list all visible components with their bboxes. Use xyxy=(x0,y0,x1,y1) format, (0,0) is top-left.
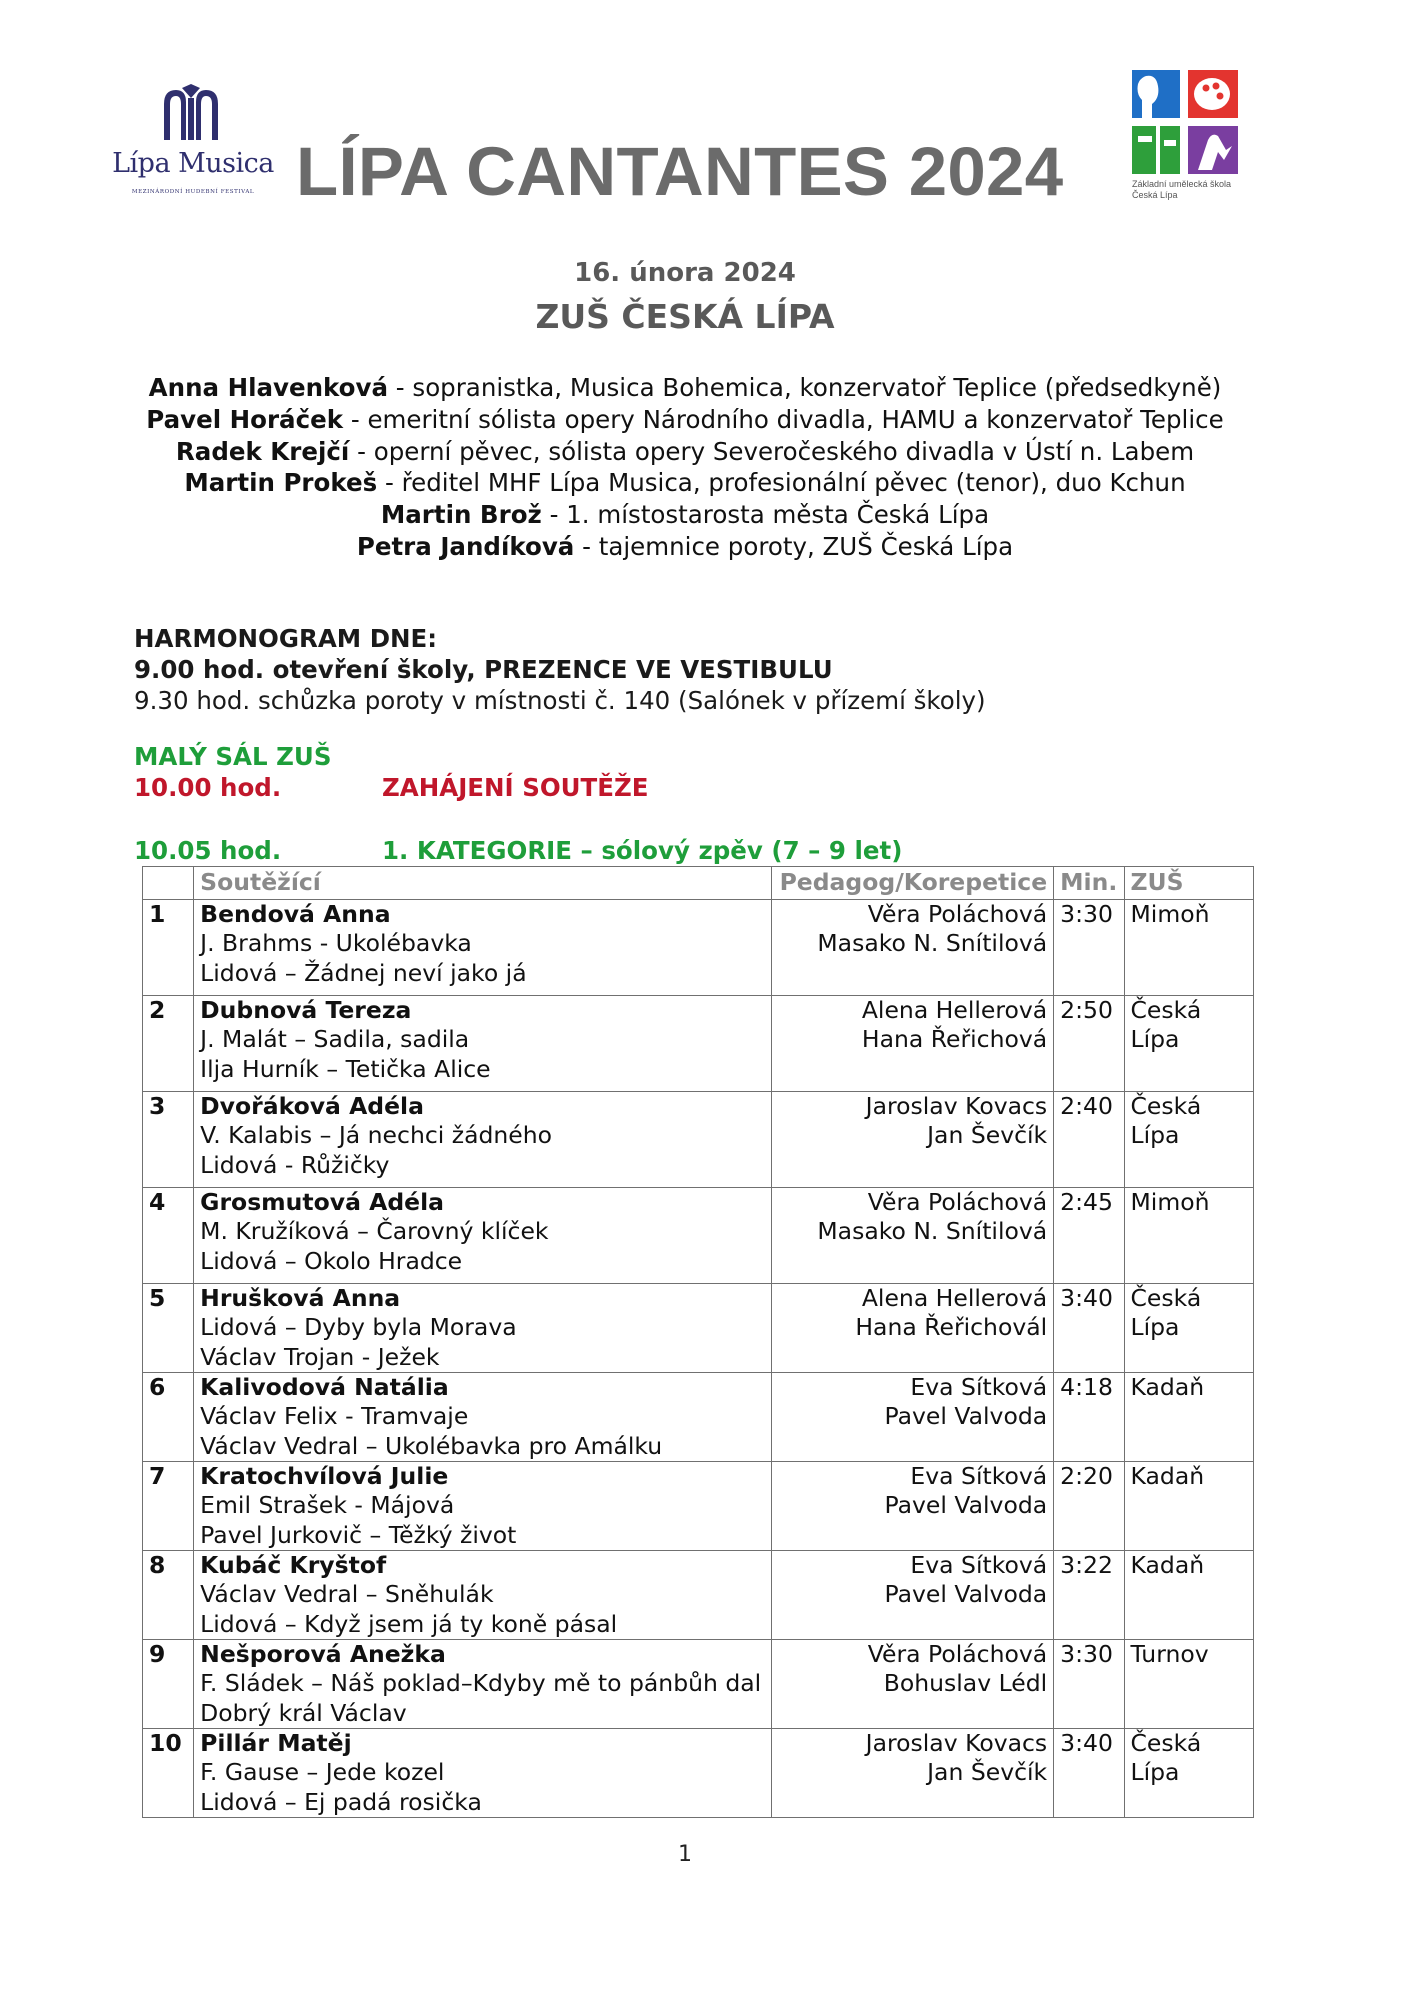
row-number: 2 xyxy=(143,996,194,1092)
table-row xyxy=(143,900,1254,996)
school-cell xyxy=(1124,1092,1253,1188)
teacher-name: Masako N. Snítilová xyxy=(817,929,1048,958)
competitor-name: Dubnová Tereza xyxy=(200,996,412,1024)
lipa-musica-logo xyxy=(108,84,278,200)
repertoire-piece: Václav Vedral – Ukolébavka pro Amálku xyxy=(200,1431,663,1460)
jury-role: - emeritní sólista opery Národního divadla, HAMU a konzervatoř Teplice xyxy=(343,404,1224,434)
duration-cell: 3:30 xyxy=(1054,1640,1124,1729)
teacher-name: Alena Hellerová xyxy=(861,1284,1048,1312)
repertoire-piece: Lidová – Ej padá rosička xyxy=(200,1787,482,1816)
jury-list xyxy=(0,372,1370,563)
duration-cell: 2:20 xyxy=(1054,1462,1124,1551)
schedule-line-jury-meeting: 9.30 hod. schůzka poroty v místnosti č. 140 (Salónek v přízemí školy) xyxy=(134,686,986,715)
school-cell xyxy=(1124,1551,1253,1640)
row-number: 4 xyxy=(143,1188,194,1284)
zus-logo-caption xyxy=(1132,179,1252,201)
jury-name: Anna Hlavenková xyxy=(148,373,389,402)
duration-cell: 4:18 xyxy=(1054,1373,1124,1462)
competitor-name: Pillár Matěj xyxy=(200,1729,352,1757)
row-number: 5 xyxy=(143,1284,194,1373)
repertoire-piece: Lidová – Žádnej neví jako já xyxy=(200,958,527,987)
school-name: Česká xyxy=(1130,1092,1202,1120)
schedule-heading: HARMONOGRAM DNE: xyxy=(134,624,438,653)
teacher-name: Pavel Valvoda xyxy=(884,1491,1048,1520)
school-name: Mimoň xyxy=(1130,1188,1210,1216)
row-number: 1 xyxy=(143,900,194,996)
school-cell xyxy=(1124,1373,1253,1462)
jury-role: - operní pěvec, sólista opery Severočeského divadla v Ústí n. Labem xyxy=(349,436,1195,466)
repertoire-piece: F. Gause – Jede kozel xyxy=(200,1758,445,1787)
jury-member xyxy=(0,404,1370,436)
event-venue: ZUŠ ČESKÁ LÍPA xyxy=(535,297,835,336)
school-cell xyxy=(1124,1462,1253,1551)
teacher-cell xyxy=(772,996,1054,1092)
teacher-name: Věra Poláchová xyxy=(867,900,1048,928)
school-name: Česká xyxy=(1130,1284,1202,1312)
table-row xyxy=(143,1092,1254,1188)
school-name: Kadaň xyxy=(1130,1462,1205,1490)
row-number: 3 xyxy=(143,1092,194,1188)
teacher-cell xyxy=(772,1092,1054,1188)
teacher-name: Masako N. Snítilová xyxy=(817,1217,1048,1246)
school-name: Kadaň xyxy=(1130,1373,1205,1401)
repertoire-piece: F. Sládek – Náš poklad–Kdyby mě to pánbůh dal xyxy=(200,1669,762,1698)
jury-role: - sopranistka, Musica Bohemica, konzervatoř Teplice (předsedkyně) xyxy=(388,373,1222,402)
jury-member xyxy=(0,531,1370,563)
jury-name: Pavel Horáček xyxy=(146,404,344,434)
school-cell xyxy=(1124,996,1253,1092)
jury-name: Petra Jandíková xyxy=(356,531,575,561)
teacher-cell xyxy=(772,1729,1054,1818)
teacher-name: Bohuslav Lédl xyxy=(883,1669,1048,1698)
header-competitor: Soutěžící xyxy=(194,867,772,900)
zus-art-school-emblem-icon xyxy=(1132,70,1238,174)
repertoire-piece: Dobrý král Václav xyxy=(200,1698,407,1727)
competitor-name: Kalivodová Natália xyxy=(200,1373,449,1401)
competitor-cell xyxy=(194,1373,772,1462)
teacher-name: Hana Řeřichová xyxy=(861,1025,1048,1054)
repertoire-piece: Lidová – Když jsem já ty koně pásal xyxy=(200,1609,618,1638)
duration-cell: 2:40 xyxy=(1054,1092,1124,1188)
logo-subtitle: MEZINÁRODNÍ HUDEBNÍ FESTIVAL xyxy=(131,189,255,195)
repertoire-piece: J. Brahms - Ukolébavka xyxy=(200,929,472,958)
jury-name: Martin Prokeš xyxy=(184,468,378,498)
school-name: Lípa xyxy=(1130,1121,1180,1150)
row-number: 9 xyxy=(143,1640,194,1729)
school-name: Česká xyxy=(1130,996,1202,1024)
jury-member xyxy=(0,467,1370,499)
teacher-name: Věra Poláchová xyxy=(867,1640,1048,1668)
school-name: Česká xyxy=(1130,1729,1202,1757)
teacher-cell xyxy=(772,1551,1054,1640)
school-name: Kadaň xyxy=(1130,1551,1205,1579)
row-number: 8 xyxy=(143,1551,194,1640)
category-time: 10.05 hod. xyxy=(134,836,282,865)
repertoire-piece: Lidová – Okolo Hradce xyxy=(200,1246,463,1275)
event-date: 16. února 2024 xyxy=(574,258,796,288)
jury-member xyxy=(0,372,1370,404)
jury-member xyxy=(0,436,1370,468)
table-row xyxy=(143,1640,1254,1729)
jury-member xyxy=(0,499,1370,531)
teacher-name: Jaroslav Kovacs xyxy=(865,1092,1048,1120)
table-row xyxy=(143,1551,1254,1640)
duration-cell: 2:50 xyxy=(1054,996,1124,1092)
table-row xyxy=(143,1284,1254,1373)
repertoire-piece: Václav Felix - Tramvaje xyxy=(200,1402,469,1431)
teacher-name: Věra Poláchová xyxy=(867,1188,1048,1216)
competitor-name: Kubáč Kryštof xyxy=(200,1551,387,1579)
header-number xyxy=(143,867,194,900)
header-minutes: Min. xyxy=(1054,867,1124,900)
school-name: Lípa xyxy=(1130,1313,1180,1342)
table-row xyxy=(143,996,1254,1092)
competitor-cell xyxy=(194,996,772,1092)
competitor-cell xyxy=(194,900,772,996)
duration-cell: 3:30 xyxy=(1054,900,1124,996)
teacher-name: Jan Ševčík xyxy=(927,1758,1048,1787)
competitor-cell xyxy=(194,1462,772,1551)
teacher-name: Eva Sítková xyxy=(910,1551,1048,1579)
competitors-table xyxy=(142,866,1254,1818)
competitor-cell xyxy=(194,1188,772,1284)
teacher-cell xyxy=(772,900,1054,996)
jury-role: - tajemnice poroty, ZUŠ Česká Lípa xyxy=(574,531,1014,561)
category-label: 1. KATEGORIE – sólový zpěv (7 – 9 let) xyxy=(382,836,903,865)
competitor-cell xyxy=(194,1729,772,1818)
school-cell xyxy=(1124,1188,1253,1284)
teacher-name: Eva Sítková xyxy=(910,1373,1048,1401)
teacher-cell xyxy=(772,1284,1054,1373)
header-school: ZUŠ xyxy=(1124,867,1253,900)
zus-logo xyxy=(1132,70,1250,210)
table-row xyxy=(143,1729,1254,1818)
row-number: 7 xyxy=(143,1462,194,1551)
hall-label: MALÝ SÁL ZUŠ xyxy=(134,742,332,771)
school-name: Lípa xyxy=(1130,1025,1180,1054)
school-cell xyxy=(1124,1640,1253,1729)
competitor-name: Bendová Anna xyxy=(200,900,391,928)
school-name: Mimoň xyxy=(1130,900,1210,928)
opening-label: ZAHÁJENÍ SOUTĚŽE xyxy=(382,773,649,802)
duration-cell: 2:45 xyxy=(1054,1188,1124,1284)
school-cell xyxy=(1124,1729,1253,1818)
teacher-name: Eva Sítková xyxy=(910,1462,1048,1490)
row-number: 6 xyxy=(143,1373,194,1462)
repertoire-piece: Pavel Jurkovič – Těžký život xyxy=(200,1520,517,1549)
school-name: Turnov xyxy=(1130,1640,1209,1668)
competitor-name: Kratochvílová Julie xyxy=(200,1462,449,1490)
school-cell xyxy=(1124,1284,1253,1373)
table-row xyxy=(143,1462,1254,1551)
competitor-name: Dvořáková Adéla xyxy=(200,1092,424,1120)
school-cell xyxy=(1124,900,1253,996)
teacher-cell xyxy=(772,1188,1054,1284)
row-number: 10 xyxy=(143,1729,194,1818)
lipa-musica-emblem-icon xyxy=(160,84,222,142)
competitor-cell xyxy=(194,1640,772,1729)
competitor-cell xyxy=(194,1284,772,1373)
teacher-name: Jan Ševčík xyxy=(927,1121,1048,1150)
teacher-cell xyxy=(772,1462,1054,1551)
zus-caption-line: Česká Lípa xyxy=(1132,190,1178,200)
jury-name: Radek Krejčí xyxy=(175,436,350,466)
teacher-cell xyxy=(772,1640,1054,1729)
teacher-name: Pavel Valvoda xyxy=(884,1402,1048,1431)
competitor-name: Hrušková Anna xyxy=(200,1284,401,1312)
opening-time: 10.00 hod. xyxy=(134,773,282,802)
table-row xyxy=(143,1373,1254,1462)
duration-cell: 3:40 xyxy=(1054,1729,1124,1818)
repertoire-piece: Václav Vedral – Sněhulák xyxy=(200,1580,494,1609)
page-title: LÍPA CANTANTES 2024 xyxy=(296,133,1064,210)
duration-cell: 3:22 xyxy=(1054,1551,1124,1640)
competitor-cell xyxy=(194,1092,772,1188)
competitor-name: Nešporová Anežka xyxy=(200,1640,446,1668)
teacher-name: Alena Hellerová xyxy=(861,996,1048,1024)
page-number: 1 xyxy=(678,1842,692,1867)
repertoire-piece: Lidová - Růžičky xyxy=(200,1150,390,1179)
school-name: Lípa xyxy=(1130,1758,1180,1787)
logo-name: Lípa Musica xyxy=(112,148,274,179)
jury-role: - 1. místostarosta města Česká Lípa xyxy=(541,500,990,530)
jury-role: - ředitel MHF Lípa Musica, profesionální pěvec (tenor), duo Kchun xyxy=(377,468,1186,498)
repertoire-piece: Václav Trojan - Ježek xyxy=(200,1342,440,1371)
teacher-cell xyxy=(772,1373,1054,1462)
header-teacher: Pedagog/Korepetice xyxy=(772,867,1054,900)
competitor-cell xyxy=(194,1551,772,1640)
repertoire-piece: J. Malát – Sadila, sadila xyxy=(200,1025,470,1054)
table-header-row xyxy=(143,867,1254,900)
teacher-name: Hana Řeřichovál xyxy=(855,1313,1048,1342)
jury-name: Martin Brož xyxy=(380,500,542,530)
zus-caption-line: Základní umělecká škola xyxy=(1132,179,1232,189)
duration-cell: 3:40 xyxy=(1054,1284,1124,1373)
repertoire-piece: Lidová – Dyby byla Morava xyxy=(200,1313,517,1342)
competitor-name: Grosmutová Adéla xyxy=(200,1188,444,1216)
repertoire-piece: Emil Strašek - Májová xyxy=(200,1491,455,1520)
repertoire-piece: V. Kalabis – Já nechci žádného xyxy=(200,1121,553,1150)
teacher-name: Jaroslav Kovacs xyxy=(865,1729,1048,1757)
repertoire-piece: Ilja Hurník – Tetička Alice xyxy=(200,1054,491,1083)
repertoire-piece: M. Kružíková – Čarovný klíček xyxy=(200,1217,549,1246)
table-row xyxy=(143,1188,1254,1284)
schedule-line-opening: 9.00 hod. otevření školy, PREZENCE VE VESTIBULU xyxy=(134,655,833,684)
teacher-name: Pavel Valvoda xyxy=(884,1580,1048,1609)
